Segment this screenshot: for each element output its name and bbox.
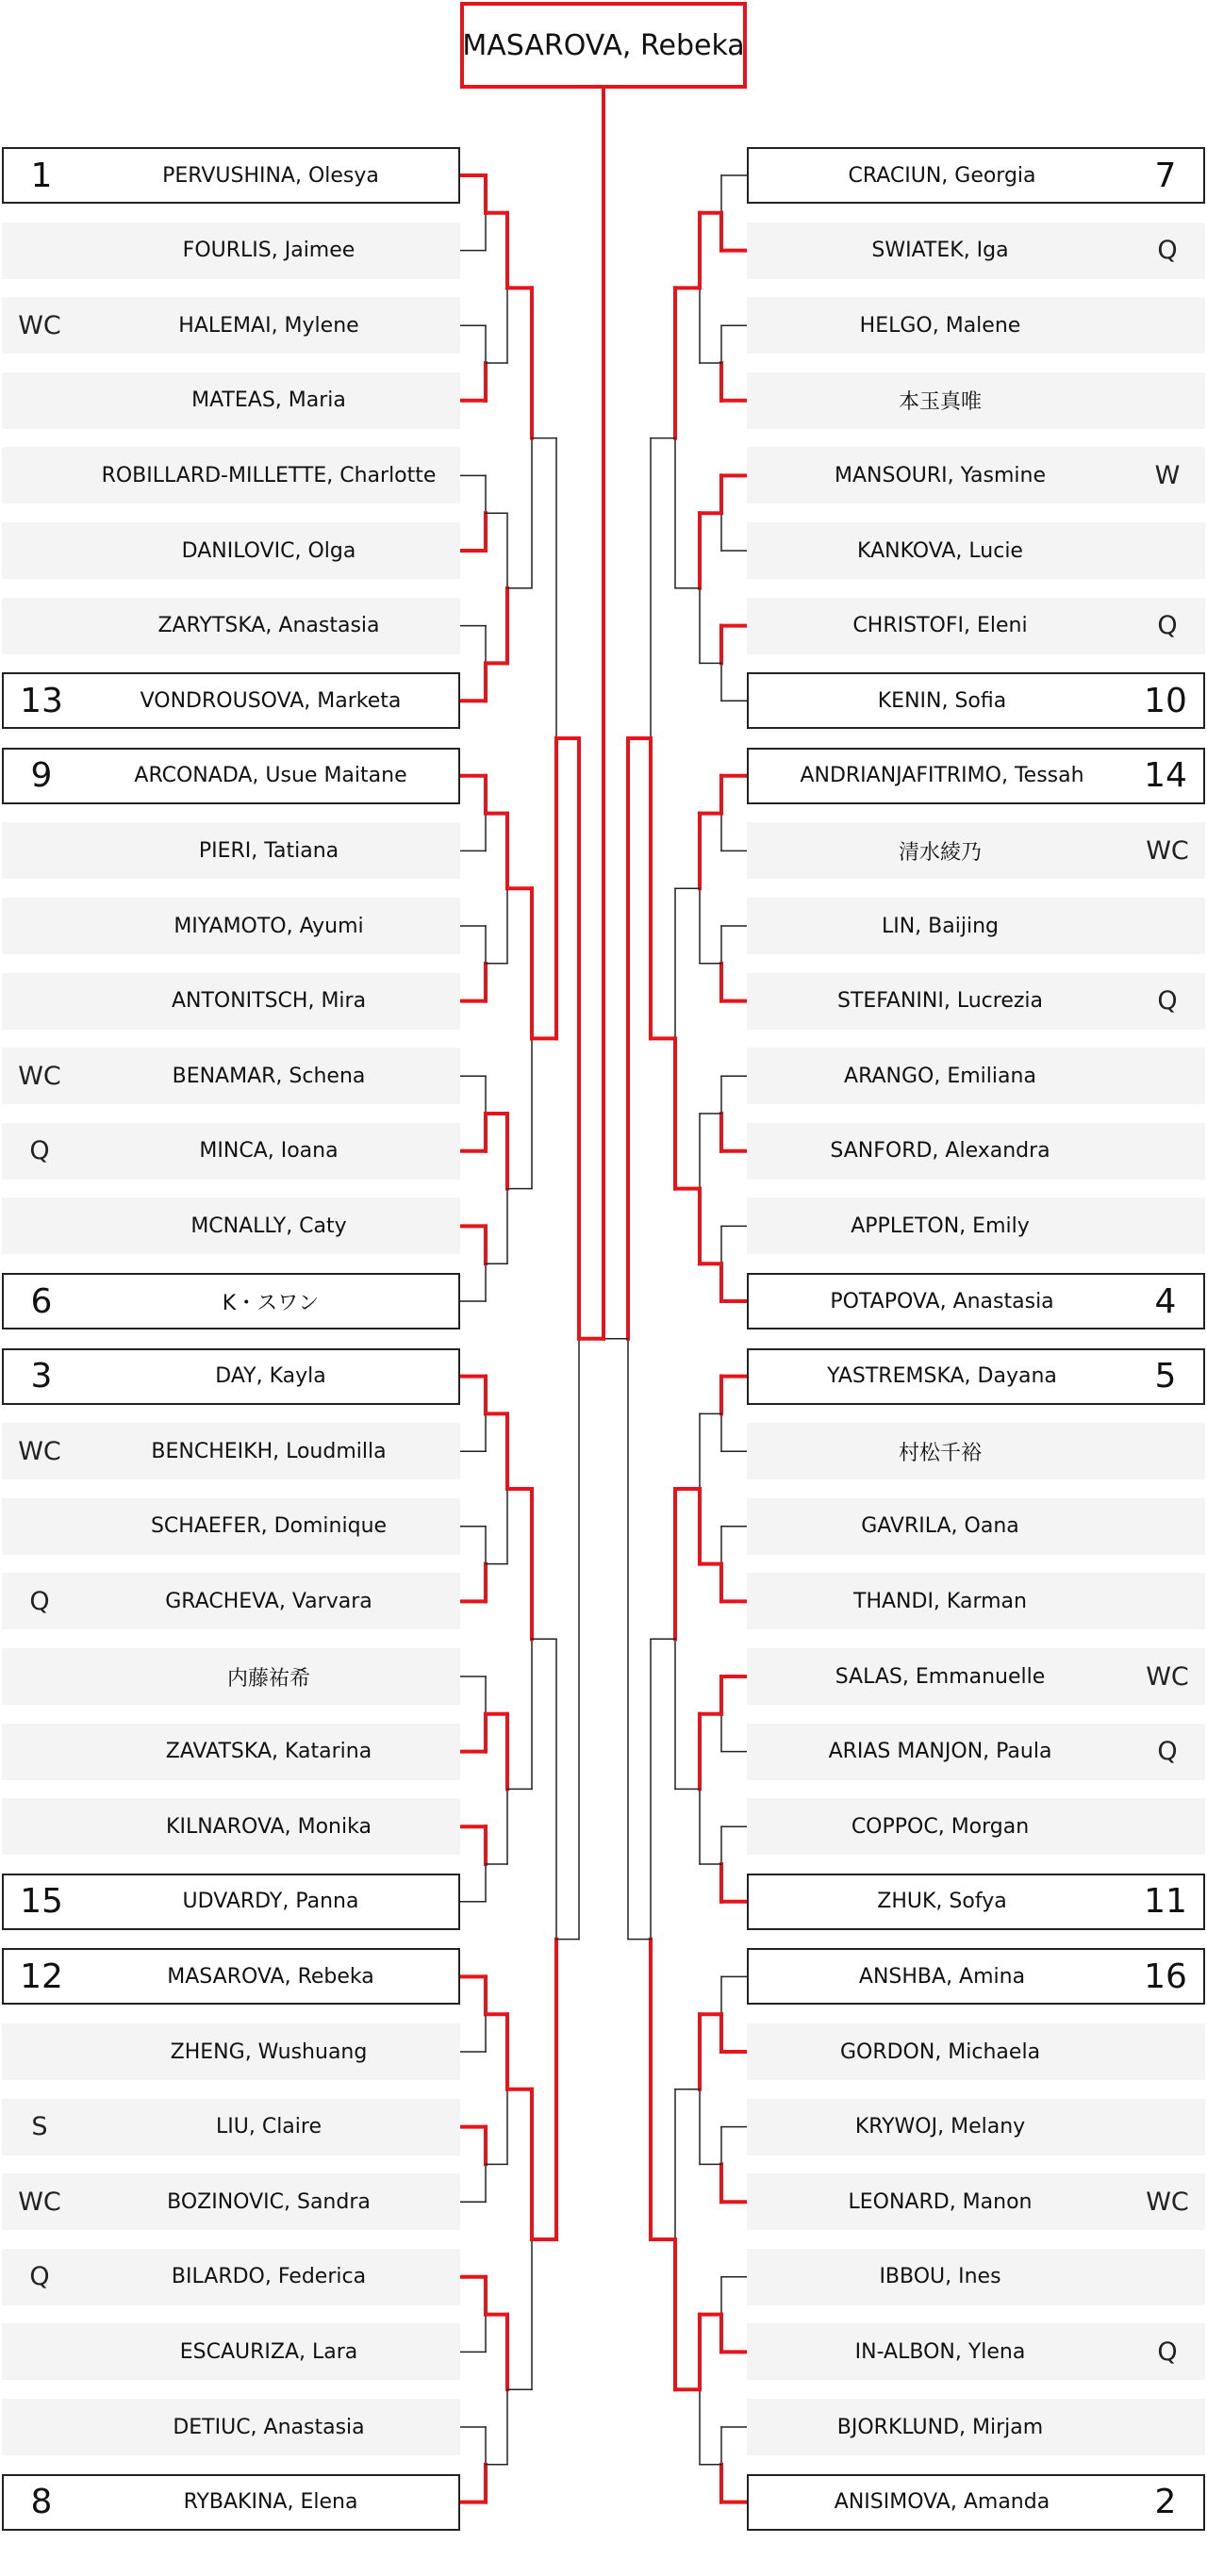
entry-tag bbox=[2, 898, 77, 954]
player-slot bbox=[747, 2399, 1205, 2455]
seed-number: 14 bbox=[1144, 756, 1187, 796]
entry-tag bbox=[1130, 1498, 1205, 1555]
player-name: VONDROUSOVA, Marketa bbox=[140, 688, 402, 713]
player-name: SWIATEK, Iga bbox=[871, 239, 1009, 263]
player-name: FOURLIS, Jaimee bbox=[182, 239, 355, 263]
player-name: 本玉真唯 bbox=[898, 390, 982, 415]
player-slot bbox=[747, 447, 1205, 504]
player-name: DANILOVIC, Olga bbox=[181, 538, 356, 563]
player-name: 内藤祐希 bbox=[226, 1666, 310, 1691]
entry-tag bbox=[2, 223, 77, 279]
seed-number: 5 bbox=[1154, 1357, 1177, 1396]
player-slot bbox=[747, 147, 1205, 204]
seed-number: 15 bbox=[20, 1882, 63, 1922]
seed-number: 11 bbox=[1144, 1882, 1187, 1922]
player-slot bbox=[747, 522, 1205, 579]
entry-tag: WC bbox=[1146, 1661, 1189, 1692]
player-slot bbox=[2, 147, 460, 204]
player-name: GRACHEVA, Varvara bbox=[165, 1589, 372, 1613]
player-slot bbox=[747, 1197, 1205, 1254]
player-slot bbox=[2, 2323, 460, 2380]
player-name: YASTREMSKA, Dayana bbox=[827, 1364, 1057, 1389]
player-slot bbox=[747, 223, 1205, 279]
player-slot bbox=[2, 2399, 460, 2455]
player-name: GAVRILA, Oana bbox=[861, 1514, 1019, 1539]
entry-tag bbox=[1130, 1423, 1205, 1479]
player-slot bbox=[2, 1048, 460, 1104]
player-slot bbox=[747, 1573, 1205, 1629]
player-name: ARANGO, Emiliana bbox=[844, 1064, 1036, 1088]
player-name: GORDON, Michaela bbox=[839, 2039, 1041, 2064]
entry-tag: Q bbox=[1157, 2337, 1178, 2367]
player-name: SCHAEFER, Dominique bbox=[150, 1514, 388, 1539]
player-slot bbox=[2, 2173, 460, 2230]
player-name: ESCAURIZA, Lara bbox=[179, 2339, 358, 2364]
player-name: IBBOU, Ines bbox=[879, 2265, 1001, 2289]
seed-number: 4 bbox=[1154, 1281, 1177, 1321]
entry-tag bbox=[2, 822, 77, 879]
player-name: 清水綾乃 bbox=[898, 840, 982, 865]
entry-tag bbox=[1130, 1573, 1205, 1629]
entry-tag: WC bbox=[18, 310, 61, 340]
player-name: HELGO, Malene bbox=[859, 313, 1021, 338]
player-slot bbox=[2, 1273, 460, 1329]
player-name: BENAMAR, Schena bbox=[172, 1064, 366, 1088]
entry-tag bbox=[1130, 2099, 1205, 2155]
player-name: KRYWOJ, Melany bbox=[854, 2115, 1026, 2139]
player-name: RYBAKINA, Elena bbox=[183, 2490, 358, 2515]
entry-tag bbox=[2, 1798, 77, 1855]
player-name: ZAVATSKA, Katarina bbox=[165, 1740, 372, 1764]
player-slot bbox=[2, 1648, 460, 1705]
entry-tag bbox=[2, 372, 77, 429]
player-name: ZHUK, Sofya bbox=[877, 1890, 1007, 1914]
player-slot bbox=[747, 1648, 1205, 1705]
player-slot bbox=[747, 2474, 1205, 2531]
player-slot bbox=[747, 1498, 1205, 1555]
seed-number: 10 bbox=[1144, 681, 1187, 720]
player-name: DETIUC, Anastasia bbox=[173, 2415, 365, 2439]
player-slot bbox=[2, 1798, 460, 1855]
player-name: ANDRIANJAFITRIMO, Tessah bbox=[800, 764, 1084, 788]
player-slot bbox=[2, 1123, 460, 1180]
player-name: BILARDO, Federica bbox=[171, 2265, 367, 2289]
entry-tag: Q bbox=[1157, 986, 1178, 1016]
player-name: UDVARDY, Panna bbox=[182, 1890, 359, 1914]
entry-tag: Q bbox=[29, 1586, 50, 1616]
entry-tag bbox=[1130, 1048, 1205, 1104]
seed-number: 3 bbox=[30, 1357, 53, 1396]
entry-tag bbox=[2, 2023, 77, 2080]
player-slot bbox=[747, 598, 1205, 654]
player-name: ROBILLARD-MILLETTE, Charlotte bbox=[101, 463, 437, 487]
entry-tag: WC bbox=[18, 1436, 61, 1466]
player-name: MATEAS, Maria bbox=[191, 388, 346, 413]
player-slot bbox=[2, 1874, 460, 1930]
player-slot bbox=[2, 598, 460, 654]
player-name: BOZINOVIC, Sandra bbox=[167, 2189, 371, 2214]
player-name: MIYAMOTO, Ayumi bbox=[174, 914, 364, 938]
entry-tag: WC bbox=[1146, 835, 1189, 866]
player-name: CHRISTOFI, Eleni bbox=[852, 614, 1028, 638]
player-slot bbox=[747, 1724, 1205, 1780]
player-slot bbox=[747, 1948, 1205, 2005]
entry-tag bbox=[2, 447, 77, 504]
entry-tag bbox=[1130, 522, 1205, 579]
entry-tag bbox=[2, 1498, 77, 1555]
player-slot bbox=[2, 2099, 460, 2155]
seed-number: 13 bbox=[20, 681, 63, 720]
player-slot bbox=[2, 748, 460, 804]
player-slot bbox=[2, 898, 460, 954]
entry-tag: S bbox=[31, 2112, 48, 2142]
player-slot bbox=[747, 672, 1205, 729]
seed-number: 2 bbox=[1154, 2483, 1177, 2522]
player-slot bbox=[2, 223, 460, 279]
player-name: SANFORD, Alexandra bbox=[830, 1139, 1050, 1164]
player-name: BENCHEIKH, Loudmilla bbox=[151, 1439, 387, 1463]
entry-tag bbox=[1130, 297, 1205, 354]
player-name: ZHENG, Wushuang bbox=[170, 2039, 368, 2064]
player-slot bbox=[747, 748, 1205, 804]
player-slot bbox=[2, 822, 460, 879]
entry-tag bbox=[2, 522, 77, 579]
player-name: BJORKLUND, Mirjam bbox=[836, 2415, 1044, 2439]
entry-tag bbox=[2, 1724, 77, 1780]
entry-tag bbox=[2, 1197, 77, 1254]
entry-tag bbox=[2, 2323, 77, 2380]
player-name: KENIN, Sofia bbox=[877, 688, 1007, 713]
champion-box: MASAROVA, Rebeka bbox=[460, 2, 747, 89]
player-name: SALAS, Emmanuelle bbox=[835, 1664, 1046, 1689]
player-name: MASAROVA, Rebeka bbox=[167, 1964, 374, 1989]
player-name: MANSOURI, Yasmine bbox=[834, 463, 1046, 487]
entry-tag: WC bbox=[18, 2187, 61, 2217]
player-name: K・スワン bbox=[222, 1291, 320, 1315]
player-slot bbox=[2, 522, 460, 579]
player-name: 村松千裕 bbox=[898, 1441, 982, 1465]
player-name: KILNAROVA, Monika bbox=[166, 1814, 372, 1839]
player-name: POTAPOVA, Anastasia bbox=[830, 1289, 1054, 1313]
player-name: LIU, Claire bbox=[216, 2115, 322, 2139]
player-name: IN-ALBON, Ylena bbox=[854, 2339, 1026, 2364]
player-slot bbox=[2, 672, 460, 729]
player-slot bbox=[2, 1724, 460, 1780]
player-slot bbox=[2, 1498, 460, 1555]
player-slot bbox=[747, 1048, 1205, 1104]
entry-tag: WC bbox=[18, 1061, 61, 1091]
entry-tag bbox=[2, 2399, 77, 2455]
player-slot bbox=[747, 1874, 1205, 1930]
player-slot bbox=[2, 297, 460, 354]
player-name: PIERI, Tatiana bbox=[198, 838, 339, 863]
player-slot bbox=[747, 2023, 1205, 2080]
player-slot bbox=[747, 1348, 1205, 1405]
player-slot bbox=[2, 372, 460, 429]
player-slot bbox=[2, 1423, 460, 1479]
player-slot bbox=[747, 297, 1205, 354]
player-name: STEFANINI, Lucrezia bbox=[836, 989, 1043, 1014]
seed-number: 16 bbox=[1144, 1957, 1187, 1996]
player-name: CRACIUN, Georgia bbox=[848, 163, 1036, 188]
entry-tag bbox=[2, 598, 77, 654]
player-slot bbox=[2, 1948, 460, 2005]
entry-tag bbox=[1130, 1197, 1205, 1254]
player-slot bbox=[2, 2249, 460, 2305]
player-slot bbox=[747, 372, 1205, 429]
entry-tag: WC bbox=[1146, 2187, 1189, 2217]
player-name: DAY, Kayla bbox=[215, 1364, 326, 1389]
seed-number: 8 bbox=[30, 2483, 53, 2522]
seed-number: 7 bbox=[1154, 156, 1177, 195]
player-name: ARIAS MANJON, Paula bbox=[828, 1740, 1052, 1764]
entry-tag bbox=[2, 973, 77, 1030]
player-name: LEONARD, Manon bbox=[848, 2189, 1033, 2214]
seed-number: 12 bbox=[20, 1957, 63, 1996]
player-name: KANKOVA, Lucie bbox=[857, 538, 1023, 563]
entry-tag bbox=[1130, 898, 1205, 954]
player-name: LIN, Baijing bbox=[881, 914, 999, 938]
player-name: MCNALLY, Caty bbox=[190, 1214, 347, 1238]
player-name: MINCA, Ioana bbox=[199, 1139, 339, 1164]
seed-number: 1 bbox=[30, 156, 53, 195]
seed-number: 6 bbox=[30, 1281, 53, 1321]
entry-tag bbox=[1130, 2399, 1205, 2455]
player-name: ANISIMOVA, Amanda bbox=[834, 2490, 1050, 2515]
entry-tag: Q bbox=[29, 2262, 50, 2292]
player-slot bbox=[747, 898, 1205, 954]
player-slot bbox=[2, 1197, 460, 1254]
player-slot bbox=[747, 1423, 1205, 1479]
player-name: COPPOC, Morgan bbox=[851, 1814, 1030, 1839]
entry-tag: Q bbox=[1157, 1737, 1178, 1767]
player-name: HALEMAI, Mylene bbox=[178, 313, 359, 338]
player-slot bbox=[2, 973, 460, 1030]
player-name: THANDI, Karman bbox=[853, 1589, 1027, 1613]
player-name: PERVUSHINA, Olesya bbox=[162, 163, 379, 188]
entry-tag: Q bbox=[29, 1136, 50, 1166]
entry-tag bbox=[1130, 372, 1205, 429]
player-slot bbox=[747, 2323, 1205, 2380]
player-slot bbox=[2, 1348, 460, 1405]
player-slot bbox=[747, 2249, 1205, 2305]
entry-tag bbox=[1130, 2249, 1205, 2305]
player-name: APPLETON, Emily bbox=[851, 1214, 1030, 1238]
entry-tag bbox=[1130, 1123, 1205, 1180]
player-name: ARCONADA, Usue Maitane bbox=[134, 764, 407, 788]
entry-tag bbox=[2, 1648, 77, 1705]
seed-number: 9 bbox=[30, 756, 53, 796]
player-slot bbox=[747, 822, 1205, 879]
entry-tag bbox=[1130, 2023, 1205, 2080]
player-slot bbox=[2, 2474, 460, 2531]
player-slot bbox=[747, 2099, 1205, 2155]
player-slot bbox=[747, 1273, 1205, 1329]
entry-tag: W bbox=[1154, 460, 1181, 490]
entry-tag bbox=[1130, 1798, 1205, 1855]
player-slot bbox=[2, 1573, 460, 1629]
entry-tag: Q bbox=[1157, 236, 1178, 266]
player-name: ANSHBA, Amina bbox=[858, 1964, 1026, 1989]
player-name: ANTONITSCH, Mira bbox=[171, 989, 367, 1014]
player-slot bbox=[747, 2173, 1205, 2230]
player-slot bbox=[747, 1798, 1205, 1855]
player-name: ZARYTSKA, Anastasia bbox=[157, 614, 380, 638]
entry-tag: Q bbox=[1157, 611, 1178, 641]
player-slot bbox=[2, 2023, 460, 2080]
player-slot bbox=[747, 1123, 1205, 1180]
player-slot bbox=[2, 447, 460, 504]
player-slot bbox=[747, 973, 1205, 1030]
